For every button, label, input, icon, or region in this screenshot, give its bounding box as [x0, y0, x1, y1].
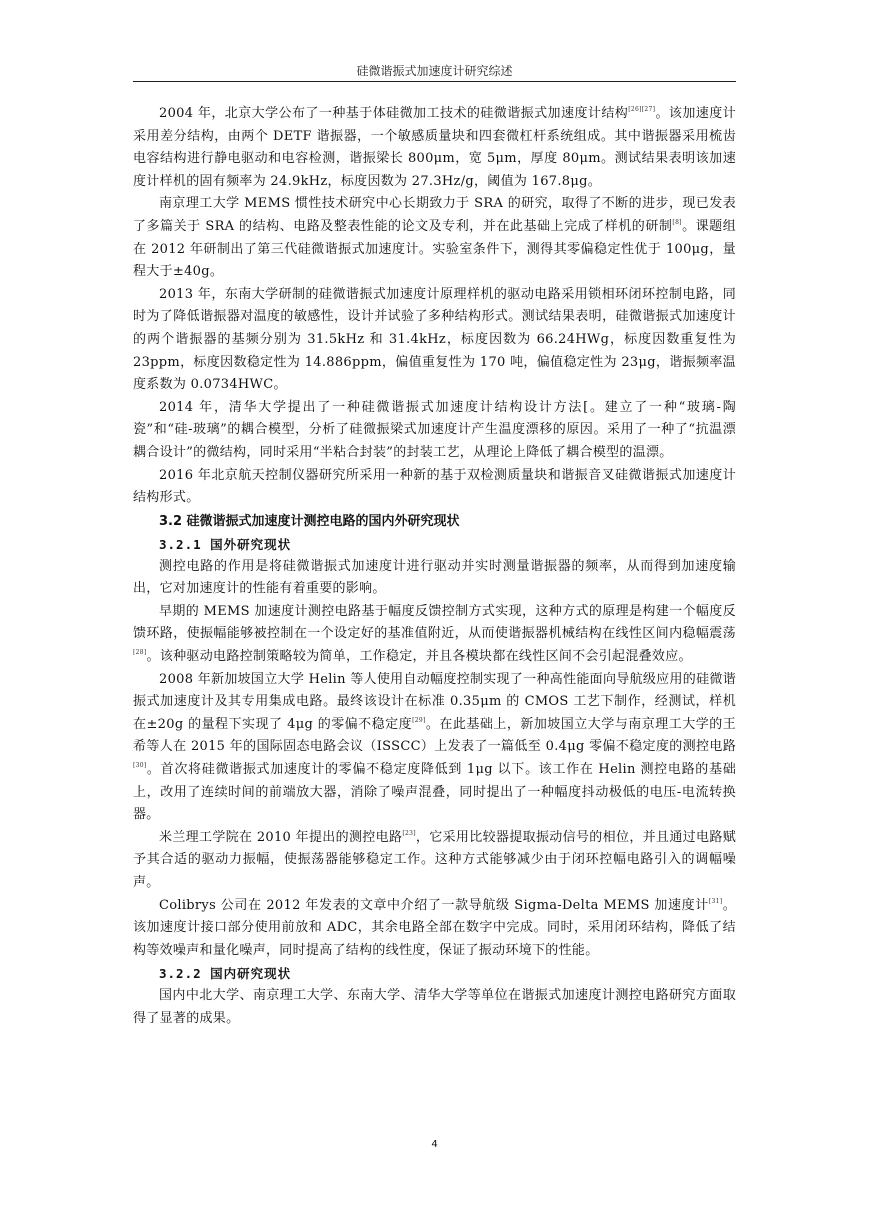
section-heading-3-2-2: 3.2.2 国内研究现状	[159, 966, 292, 982]
header-rule	[133, 81, 736, 82]
citation: [23]	[402, 829, 416, 837]
paragraph-pku: 2004 年，北京大学公布了一种基于体硅微加工技术的硅微谐振式加速度计结构[26][27]。该加速度计采用差分结构，由两个 DETF 谐振器，一个敏感质量块和四套微杠杆系统组成。其中谐振器采用梳齿电容结构进行静电驱动和电容检测，谐振梁长 800μm，宽 5μm，厚度 80μm。测试结果表明该加速度计样机的固有频率为 24.9kHz，标度因数为 27.3Hz/g，阈值为 167.8μg。	[133, 106, 736, 189]
paragraph-domestic: 国内中北大学、南京理工大学、东南大学、清华大学等单位在谐振式加速度计测控电路研究方面取得了显著的成果。	[133, 988, 736, 1026]
paragraph-circuit-role: 测控电路的作用是将硅微谐振式加速度计进行驱动并实时测量谐振器的频率，从而得到加速度输出，它对加速度计的性能有着重要的影响。	[133, 558, 736, 597]
citation: [8]	[672, 218, 682, 226]
paragraph-njust: 南京理工大学 MEMS 惯性技术研究中心长期致力于 SRA 的研究，取得了不断的进步，现已发表了多篇关于 SRA 的结构、电路及整表性能的论文及专利，并在此基础上完成了样机的研制[8]。课题组在 2012 年研制出了第三代硅微谐振式加速度计。实验室条件下，测得其零偏稳定性优于 100μg，量程大于±40g。	[133, 196, 736, 280]
paragraph-casc: 2016 年北京航天控制仪器研究所采用一种新的基于双检测质量块和谐振音叉硅微谐振式加速度计结构形式。	[133, 467, 736, 506]
citation: [31]	[708, 897, 723, 905]
section-heading-3-2-1: 3.2.1 国外研究现状	[159, 536, 292, 552]
citation: [26][27]	[628, 106, 656, 113]
section-heading-3-2: 3.2 硅微谐振式加速度计测控电路的国内外研究现状	[159, 513, 460, 529]
paragraph-polimi: 米兰理工学院在 2010 年提出的测控电路[23]，它采用比较器提取振动信号的相位，并且通过电路赋予其合适的驱动力振幅，使振荡器能够稳定工作。这种方式能够减少由于闭环控幅电路引入的调幅噪声。	[133, 829, 737, 890]
page-body	[133, 103, 736, 1031]
page-number: 4	[431, 1139, 438, 1150]
paragraph-tsinghua: 2014 年，清华大学提出了一种硅微谐振式加速度计结构设计方法[。建立了一种“玻璃-陶瓷”和“硅-玻璃”的耦合模型，分析了硅微振梁式加速度计产生温度漂移的原因。采用了一种了“抗温漂耦合设计”的微结构，同时采用“半粘合封装”的封装工艺，从理论上降低了耦合模型的温漂。	[133, 399, 736, 460]
paragraph-colibrys: Colibrys 公司在 2012 年发表的文章中介绍了一款导航级 Sigma-Delta MEMS 加速度计[31]。该加速度计接口部分使用前放和 ADC，其余电路全部在数字中完成。同时，采用闭环结构，降低了结构等效噪声和量化噪声，同时提高了结构的线性度，保证了振动环境下的性能。	[133, 897, 737, 958]
citation: [29]	[412, 716, 426, 724]
citation: [30]	[133, 762, 147, 770]
running-header: 硅微谐振式加速度计研究综述	[356, 64, 513, 78]
citation: [28]	[133, 649, 147, 657]
paragraph-early-circuit: 早期的 MEMS 加速度计测控电路基于幅度反馈控制方式实现，这种方式的原理是构建一个幅度反馈环路，使振幅能够被控制在一个设定好的基准值附近，从而使谐振器机械结构在线性区间内稳幅震荡[28]。该种驱动电路控制策略较为简单，工作稳定，并且各模块都在线性区间不会引起混叠效应。	[133, 603, 736, 665]
paragraph-seu: 2013 年，东南大学研制的硅微谐振式加速度计原理样机的驱动电路采用锁相环闭环控制电路，同时为了降低谐振器对温度的敏感性，设计并试验了多种结构形式。测试结果表明，硅微谐振式加速度计的两个谐振器的基频分别为 31.5kHz 和 31.4kHz，标度因数为 66.24HWg，标度因数重复性为 23ppm，标度因数稳定性为 14.886ppm，偏值重复性为 170 吨，偏值稳定性为 23μg，谐振频率温度系数为 0.0734HWC。	[133, 286, 736, 393]
paragraph-nus: 2008 年新加坡国立大学 Helin 等人使用自动幅度控制实现了一种高性能面向导航级应用的硅微谐振式加速度计及其专用集成电路。最终该设计在标准 0.35μm 的 CMOS 工艺下制作，经测试，样机在±20g 的量程下实现了 4μg 的零偏不稳定度[29]。在此基础上，新加坡国立大学与南京理工大学的王希等人在 2015 年的国际固态电路会议（ISSCC）上发表了一篇低至 0.4μg 零偏不稳定度的测控电路[30]。首次将硅微谐振式加速度计的零偏不稳定度降低到 1μg 以下。该工作在 Helin 测控电路的基础上，改用了连续时间的前端放大器，消除了噪声混叠，同时提出了一种幅度抖动极低的电压-电流转换器。	[133, 671, 736, 823]
